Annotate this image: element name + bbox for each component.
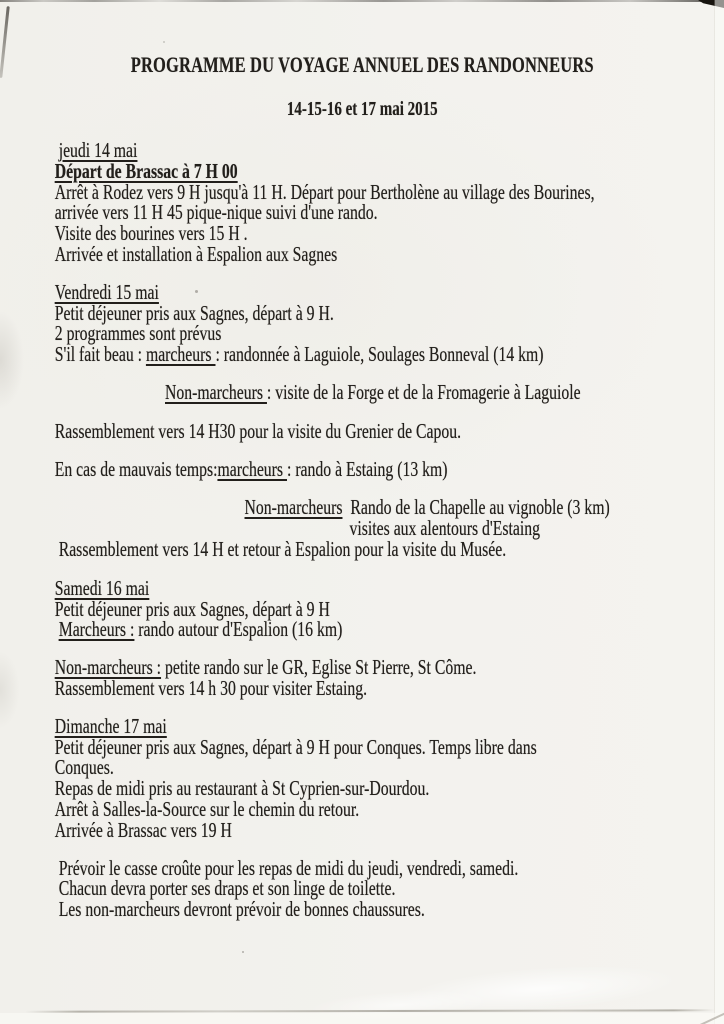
- itinerary-line: [54, 456, 724, 481]
- itinerary-line: [54, 796, 724, 821]
- scan-noise-speck: [163, 41, 165, 43]
- text-segment: Départ de Brassac à 7 H 00: [54, 158, 238, 183]
- text-segment: petite rando sur le GR, Eglise St Pierre, St Côme.: [161, 655, 477, 680]
- text-segment: En cas de mauvais temps:: [54, 456, 218, 481]
- text-segment: : visite de la Forge et de la Fromagerie à Laguiole: [266, 379, 581, 404]
- scan-artifact-top-edge: [0, 0, 724, 2]
- itinerary-line: [55, 757, 724, 778]
- text-segment: S'il fait beau :: [54, 342, 146, 367]
- document-body: [55, 140, 724, 920]
- text-segment: Dimanche 17 mai: [54, 713, 167, 738]
- text-segment: Non-marcheurs: [244, 495, 343, 520]
- day-heading-vendredi: [54, 279, 724, 304]
- scan-artifact-bottom-strip: [0, 1013, 724, 1024]
- departure-heading: [54, 158, 724, 183]
- text-segment: Repas de midi pris au restaurant à St Cyprien-sur-Dourdou.: [54, 776, 430, 801]
- text-segment: visites aux alentours d'Estaing: [349, 516, 540, 541]
- scan-noise-speck: [242, 951, 244, 953]
- text-segment: Samedi 16 mai: [54, 575, 150, 600]
- text-segment: Vendredi 15 mai: [54, 279, 159, 304]
- note-line: [55, 899, 724, 920]
- text-segment: Petit déjeuner pris aux Sagnes, départ à 9 H.: [54, 300, 334, 325]
- itinerary-line: [55, 223, 724, 244]
- text-segment: Rassemblement vers 14 h 30 pour visiter Estaing.: [54, 675, 368, 700]
- text-segment: Petit déjeuner pris aux Sagnes, départ à 9 H pour Conques. Temps libre dans: [54, 734, 537, 759]
- itinerary-line: [55, 778, 724, 799]
- itinerary-line: [55, 657, 724, 678]
- day-heading-dimanche: [54, 713, 724, 738]
- text-segment: Rassemblement vers 14 H30 pour la visite du Grenier de Capou.: [54, 418, 462, 443]
- itinerary-line: [54, 675, 724, 700]
- text-segment: 2 programmes sont prévus: [54, 321, 222, 346]
- text-segment: Petit déjeuner pris aux Sagnes, départ à 9 H: [54, 596, 330, 621]
- text-segment: rando autour d'Espalion (16 km): [134, 617, 343, 642]
- itinerary-line: [54, 536, 724, 561]
- itinerary-line: [55, 323, 724, 344]
- text-segment: : rando à Estaing (13 km): [287, 456, 448, 481]
- text-segment: arrivée vers 11 H 45 pique-nique suivi d'une rando.: [54, 200, 378, 225]
- page-title: PROGRAMME DU VOYAGE ANNUEL DES RANDONNEURS: [130, 52, 594, 77]
- document-date-subtitle: 14-15-16 et 17 mai 2015: [286, 98, 438, 120]
- text-segment: jeudi 14 mai: [58, 138, 138, 162]
- text-segment: Rassemblement vers 14 H et retour à Espalion pour la visite du Musée.: [54, 536, 507, 561]
- itinerary-line: [55, 344, 724, 365]
- text-segment: Chacun devra porter ses draps et son linge de toilette.: [54, 876, 396, 901]
- itinerary-line: [54, 241, 724, 266]
- day-heading-jeudi: [55, 140, 724, 161]
- itinerary-line: [54, 734, 724, 759]
- scan-artifact-right-edge: [714, 0, 724, 1024]
- text-segment: Les non-marcheurs devront prévoir de bonnes chaussures.: [54, 897, 425, 922]
- text-segment: Arrivée et installation à Espalion aux Sagnes: [54, 241, 338, 266]
- itinerary-line: [55, 497, 724, 518]
- scan-noise-speck: [195, 290, 198, 293]
- itinerary-line: [54, 418, 724, 443]
- text-segment: Arrivée à Brassac vers 19 H: [54, 817, 232, 842]
- text-segment: Marcheurs :: [58, 617, 135, 642]
- day-heading-samedi: [54, 575, 724, 600]
- text-segment: marcheurs: [217, 456, 288, 481]
- text-segment: Prévoir le casse croûte pour les repas de midi du jeudi, vendredi, samedi.: [54, 855, 519, 880]
- itinerary-line: [54, 596, 724, 621]
- itinerary-line: [54, 817, 724, 842]
- note-line: [54, 855, 724, 880]
- itinerary-line: [55, 619, 724, 640]
- text-segment: Non-marcheurs :: [54, 655, 162, 680]
- text-segment: Rando de la Chapelle au vignoble (3 km): [342, 495, 610, 520]
- itinerary-line: [55, 202, 724, 223]
- text-segment: Visite des bourines vers 15 H .: [54, 221, 248, 246]
- itinerary-line: [55, 518, 724, 539]
- text-segment: : randonnée à Laguiole, Soulages Bonneval (14 km): [215, 342, 544, 367]
- itinerary-line: [55, 379, 724, 404]
- itinerary-line: [54, 179, 724, 204]
- text-segment: Arrêt à Rodez vers 9 H jusqu'à 11 H. Départ pour Bertholène au village des Bourines,: [54, 179, 595, 204]
- itinerary-line: [54, 300, 724, 325]
- text-segment: marcheurs: [145, 342, 216, 367]
- text-segment: Conques.: [54, 755, 114, 780]
- note-line: [55, 878, 724, 899]
- text-segment: Arrêt à Salles-la-Source sur le chemin du retour.: [54, 796, 360, 821]
- text-segment: Non-marcheurs: [165, 379, 267, 404]
